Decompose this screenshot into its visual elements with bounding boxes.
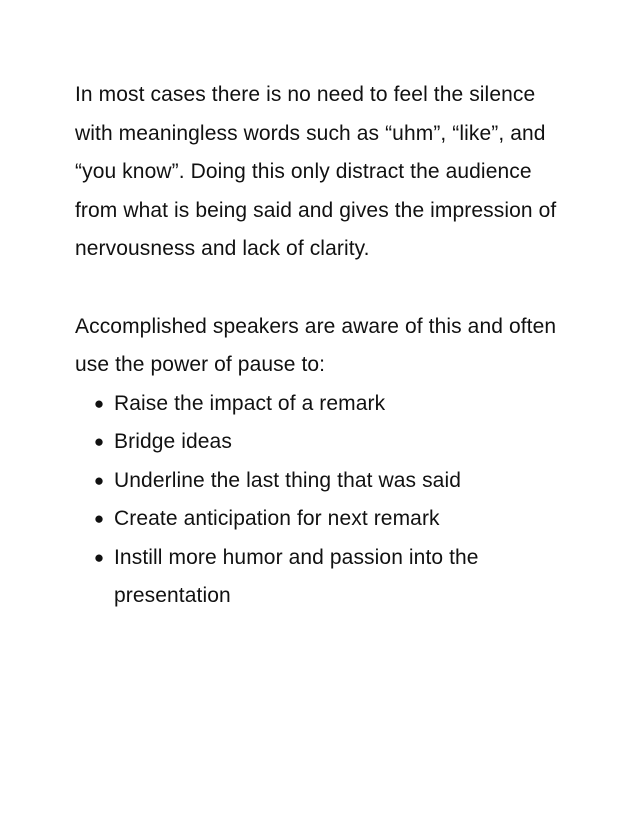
- paragraph-pause-intro: Accomplished speakers are aware of this and often use the power of pause to:: [75, 314, 557, 376]
- list-item-text: Underline the last thing that was said: [114, 468, 461, 492]
- paragraph-filler-words: In most cases there is no need to feel the silence with meaningless words such as “uhm”, “like”, and “you know”. Doing this only distract the audience from what is being said and gives the impression of nervousness and lack of clarity.: [75, 83, 557, 260]
- list-item: [75, 385, 565, 424]
- list-item: [75, 500, 565, 539]
- bullet-dot-icon: ●: [93, 393, 105, 413]
- bullet-dot-icon: ●: [93, 470, 105, 490]
- list-item-text: Create anticipation for next remark: [114, 507, 440, 530]
- list-item: [75, 462, 565, 501]
- list-item-text: Bridge ideas: [114, 430, 232, 453]
- bullet-dot-icon: ●: [93, 432, 105, 451]
- list-item-text: Raise the impact of a remark: [114, 391, 386, 415]
- list-item: [75, 423, 565, 462]
- bullet-dot-icon: ●: [93, 509, 105, 528]
- list-item: [75, 539, 565, 616]
- list-item-text: Instill more humor and passion into the presentation: [114, 545, 479, 607]
- document-body: [75, 76, 565, 616]
- pause-uses-list: [75, 385, 565, 616]
- bullet-dot-icon: ●: [93, 547, 105, 567]
